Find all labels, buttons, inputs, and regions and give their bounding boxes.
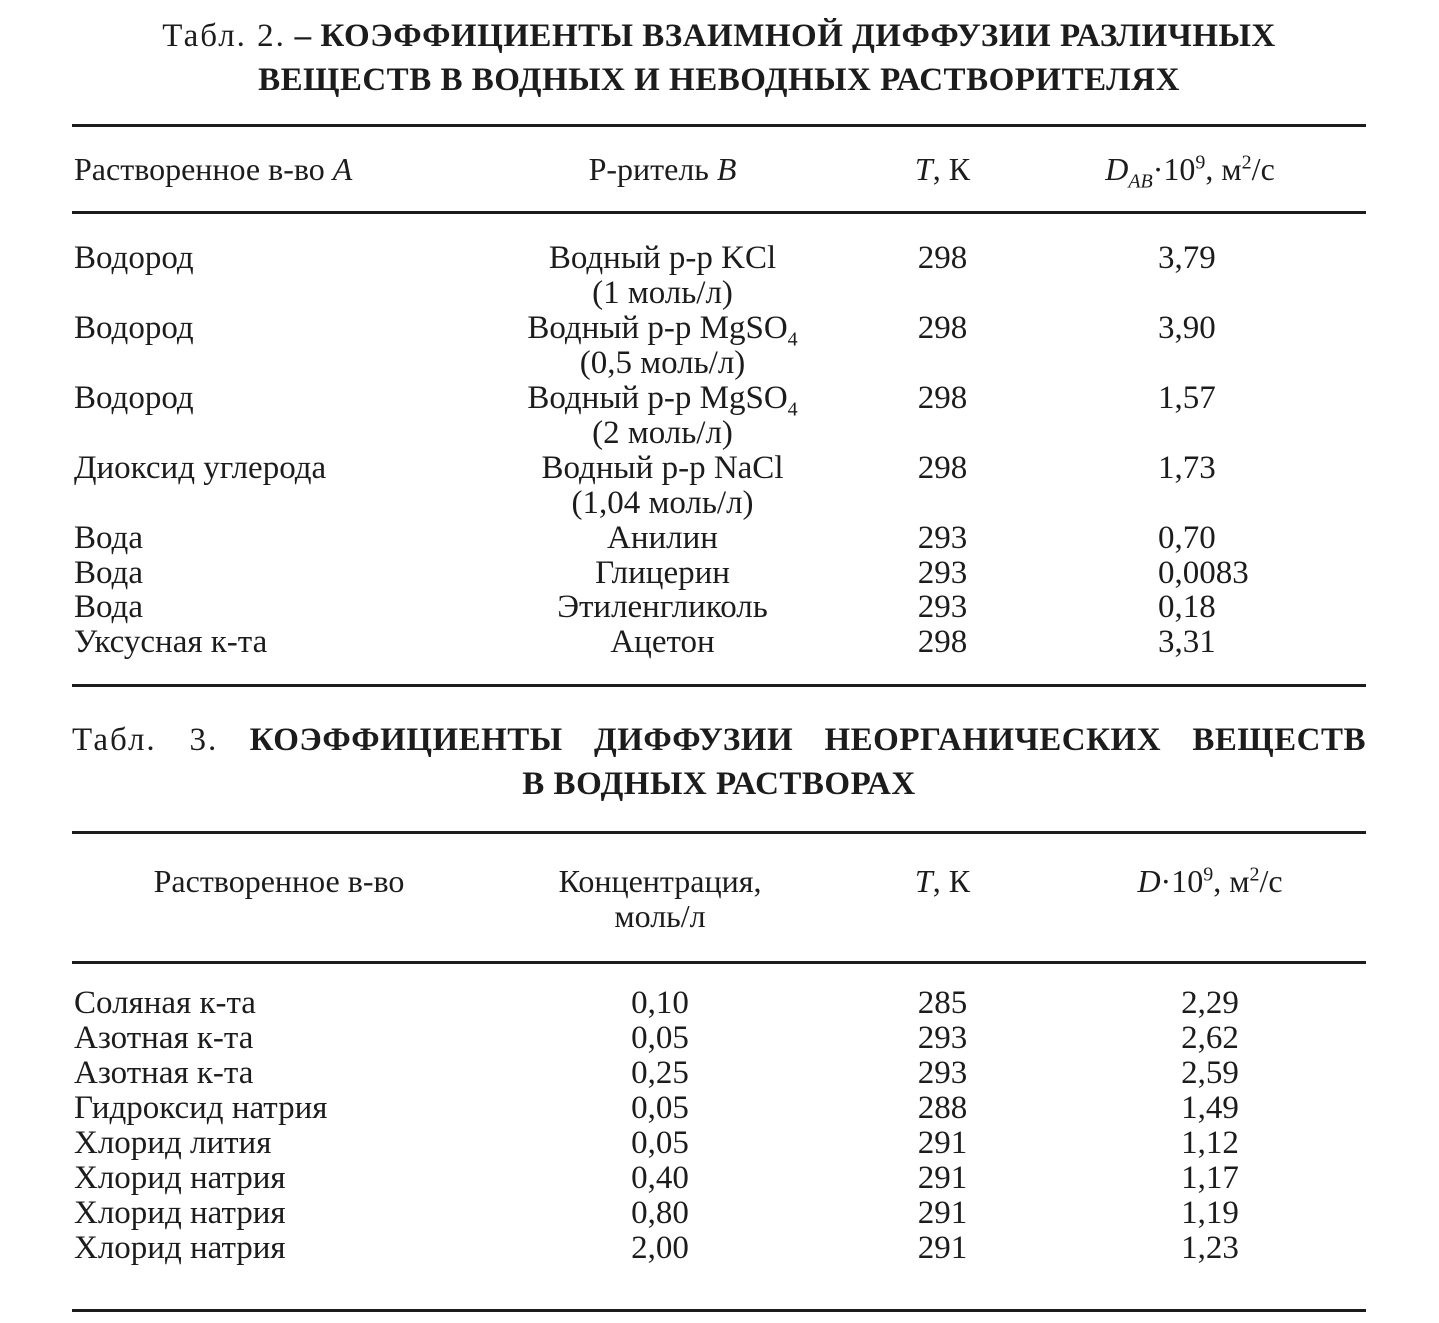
table3-header-coef: $D\cdot 10^9$, $м^2/с$ bbox=[1137, 863, 1283, 899]
table2-row-coef: 3,79 bbox=[1158, 240, 1216, 276]
table3-row-coef: 1,17 bbox=[1181, 1160, 1239, 1196]
table2-row-temp: 293 bbox=[917, 555, 968, 591]
table2-header-temp: T, К bbox=[914, 151, 971, 187]
table3-title-line2: В ВОДНЫХ РАСТВОРАХ bbox=[522, 766, 916, 802]
table2-row-solvent: Анилин bbox=[607, 520, 718, 556]
table2-row-coef: 0,70 bbox=[1158, 520, 1216, 556]
table3-row-conc: 0,05 bbox=[631, 1020, 689, 1056]
table2-header-coef: $D_{AB}\cdot 10^9$, $м^2/с$ bbox=[1105, 151, 1275, 193]
table3-row-solute: Хлорид натрия bbox=[74, 1230, 286, 1266]
table2-row-solute: Водород bbox=[74, 380, 194, 416]
table2-row-temp: 298 bbox=[917, 310, 968, 346]
table2-row-coef: 0,18 bbox=[1158, 589, 1216, 625]
table3-row-temp: 285 bbox=[917, 985, 968, 1021]
table3-row-coef: 2,62 bbox=[1181, 1020, 1239, 1056]
table2-caption-line1 bbox=[72, 14, 1366, 58]
table2-title-line2: ВЕЩЕСТВ В ВОДНЫХ И НЕВОДНЫХ РАСТВОРИТЕЛЯХ bbox=[258, 62, 1180, 98]
table2-row-coef: 0,0083 bbox=[1158, 555, 1249, 591]
table3-header-solute: Растворенное в-во bbox=[153, 863, 405, 899]
table3-header-rule bbox=[72, 961, 1366, 964]
table2-row-solvent: Глицерин bbox=[595, 555, 730, 591]
table2-row-solvent-conc: (0,5 моль/л) bbox=[579, 345, 746, 381]
table2-row-coef: 1,57 bbox=[1158, 380, 1216, 416]
table3-row-conc: 0,80 bbox=[631, 1195, 689, 1231]
table3-row-coef: 2,59 bbox=[1181, 1055, 1239, 1091]
table2-row-solute: Вода bbox=[74, 520, 143, 556]
table2-row-temp: 293 bbox=[917, 589, 968, 625]
table3-row-conc: 0,25 bbox=[631, 1055, 689, 1091]
table3-row-coef: 2,29 bbox=[1181, 985, 1239, 1021]
table3-row-temp: 291 bbox=[917, 1125, 968, 1161]
table3-row-coef: 1,23 bbox=[1181, 1230, 1239, 1266]
table2-row-solvent: Ацетон bbox=[610, 624, 715, 660]
table2-row-solvent: Этиленгликоль bbox=[557, 589, 768, 625]
table2-dash: – bbox=[285, 18, 321, 54]
table2-caption bbox=[72, 14, 1366, 102]
table3-row-conc: 0,40 bbox=[631, 1160, 689, 1196]
table2-row-solvent-conc: (2 моль/л) bbox=[592, 415, 733, 451]
table2-row-coef: 3,90 bbox=[1158, 310, 1216, 346]
table2-label: Табл. 2. bbox=[162, 18, 286, 54]
table3-row-temp: 288 bbox=[917, 1090, 968, 1126]
table3-caption-line1 bbox=[72, 718, 1366, 762]
table3-row-solute: Соляная к-та bbox=[74, 985, 256, 1021]
table2-row-solvent: Водный р-р MgSO$_4$ bbox=[527, 310, 798, 351]
table2-header-solvent: Р-ритель B bbox=[588, 151, 737, 187]
table2-row-solvent-conc: (1,04 моль/л) bbox=[571, 485, 754, 521]
table2-row-solute: Вода bbox=[74, 589, 143, 625]
table3-row-solute: Гидроксид натрия bbox=[74, 1090, 328, 1126]
table2-header-solute: Растворенное в-во A bbox=[74, 151, 353, 187]
table3-header-conc-line2: моль/л bbox=[614, 898, 706, 934]
table2-row-temp: 298 bbox=[917, 380, 968, 416]
table3-row-conc: 2,00 bbox=[631, 1230, 689, 1266]
table3-row-conc: 0,10 bbox=[631, 985, 689, 1021]
table3-header-conc-line1: Концентрация, bbox=[558, 863, 762, 899]
table2-row-solvent: Водный р-р MgSO$_4$ bbox=[527, 380, 798, 421]
table2-row-solute: Водород bbox=[74, 310, 194, 346]
table2-bottom-rule bbox=[72, 684, 1366, 687]
table2-top-rule bbox=[72, 124, 1366, 127]
table2-row-solvent: Водный р-р NaCl bbox=[541, 450, 784, 486]
table2-row-temp: 298 bbox=[917, 240, 968, 276]
table3-row-coef: 1,19 bbox=[1181, 1195, 1239, 1231]
table3-label: Табл. 3. bbox=[72, 722, 219, 758]
table3-row-solute: Хлорид натрия bbox=[74, 1160, 286, 1196]
table3-row-temp: 291 bbox=[917, 1160, 968, 1196]
table2-row-solvent: Водный р-р KCl bbox=[548, 240, 777, 276]
table2-row-coef: 3,31 bbox=[1158, 624, 1216, 660]
table2-row-temp: 293 bbox=[917, 520, 968, 556]
table2-row-solute: Уксусная к-та bbox=[74, 624, 268, 660]
table2-row-solute: Диоксид углерода bbox=[74, 450, 327, 486]
table3-bottom-rule bbox=[72, 1309, 1366, 1312]
table3-row-temp: 293 bbox=[917, 1020, 968, 1056]
table2-row-solute: Водород bbox=[74, 240, 194, 276]
table3-row-temp: 291 bbox=[917, 1230, 968, 1266]
table2-row-temp: 298 bbox=[917, 624, 968, 660]
table3-caption bbox=[72, 718, 1366, 806]
table3-title-line1: КОЭФФИЦИЕНТЫ ДИФФУЗИИ НЕОРГАНИЧЕСКИХ ВЕЩЕСТВ bbox=[249, 722, 1366, 758]
table2-row-solute: Вода bbox=[74, 555, 143, 591]
table3-row-solute: Азотная к-та bbox=[74, 1020, 254, 1056]
table3-row-conc: 0,05 bbox=[631, 1090, 689, 1126]
table3-row-coef: 1,12 bbox=[1181, 1125, 1239, 1161]
table3-row-coef: 1,49 bbox=[1181, 1090, 1239, 1126]
table2-header-rule bbox=[72, 211, 1366, 214]
table3-row-solute: Хлорид лития bbox=[74, 1125, 272, 1161]
table3-row-conc: 0,05 bbox=[631, 1125, 689, 1161]
table3-row-temp: 293 bbox=[917, 1055, 968, 1091]
table2-title-line1: КОЭФФИЦИЕНТЫ ВЗАИМНОЙ ДИФФУЗИИ РАЗЛИЧНЫХ bbox=[320, 18, 1276, 54]
table3-top-rule bbox=[72, 831, 1366, 834]
table3-row-solute: Хлорид натрия bbox=[74, 1195, 286, 1231]
table3-row-temp: 291 bbox=[917, 1195, 968, 1231]
table2-row-coef: 1,73 bbox=[1158, 450, 1216, 486]
table3-row-solute: Азотная к-та bbox=[74, 1055, 254, 1091]
table3-header-temp: T, К bbox=[914, 863, 971, 899]
table2-row-solvent-conc: (1 моль/л) bbox=[592, 275, 733, 311]
table2-row-temp: 298 bbox=[917, 450, 968, 486]
